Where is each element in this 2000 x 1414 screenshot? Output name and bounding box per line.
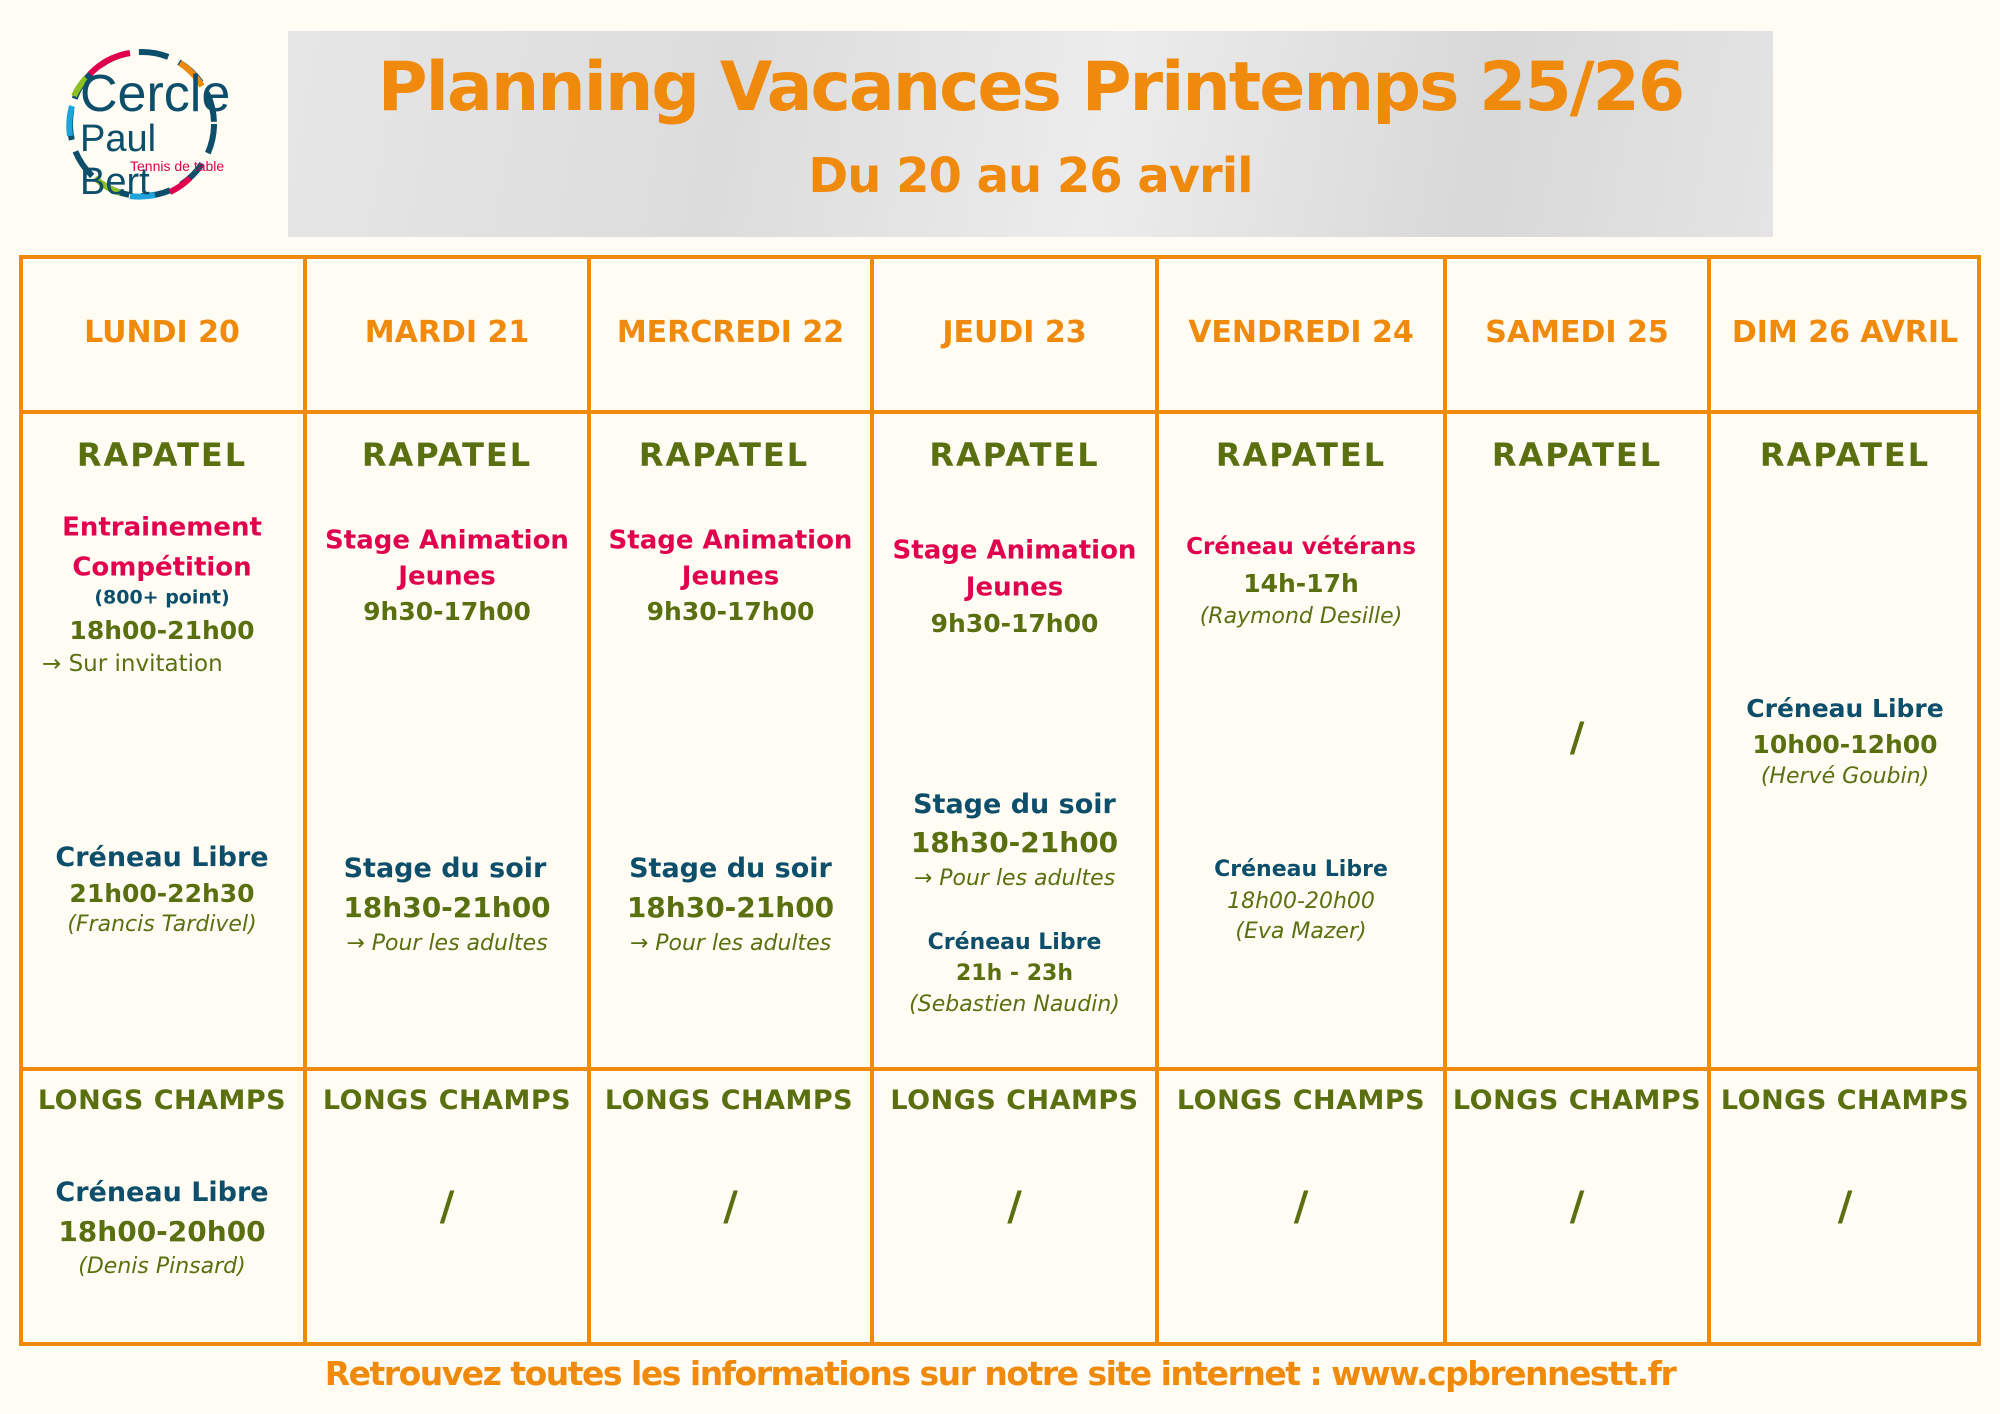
venue-label: LONGS CHAMPS (890, 1084, 1139, 1116)
day-header-samedi: SAMEDI 25 (1485, 315, 1669, 350)
session-title: Stage Animation (325, 525, 569, 556)
no-session: / (1569, 1184, 1585, 1230)
venue-label: RAPATEL (76, 435, 248, 474)
session-host: (Hervé Goubin) (1760, 763, 1930, 789)
session-host: (Eva Mazer) (1235, 918, 1367, 944)
venue-label: LONGS CHAMPS (322, 1084, 572, 1116)
divider (19, 1067, 1981, 1071)
session-note: → Pour les adultes (346, 930, 548, 956)
session-note: → Sur invitation (42, 651, 223, 678)
divider (19, 410, 1981, 414)
session-title: Créneau Libre (1746, 694, 1944, 723)
session-title: Stage Animation (892, 535, 1137, 566)
session-time: 9h30-17h00 (363, 597, 531, 626)
session-time: 18h30-21h00 (910, 826, 1119, 860)
session-time: 18h00-21h00 (69, 616, 255, 645)
page-title: Planning Vacances Printemps 25/26 (377, 48, 1684, 127)
no-session: / (1569, 715, 1585, 761)
session-time: 14h-17h (1243, 569, 1359, 598)
day-header-mardi: MARDI 21 (364, 315, 530, 350)
session-note: (800+ point) (94, 586, 230, 609)
session-title: Stage du soir (343, 852, 547, 884)
session-time: 18h00-20h00 (1227, 888, 1375, 914)
session-title: Créneau Libre (927, 929, 1102, 955)
day-header-jeudi: JEUDI 23 (942, 315, 1087, 350)
venue-label: RAPATEL (361, 435, 533, 474)
footer-website-link[interactable]: Retrouvez toutes les informations sur notre site internet : www.cpbrennestt.fr (324, 1354, 1676, 1393)
venue-label: RAPATEL (1215, 435, 1387, 474)
venue-label: LONGS CHAMPS (1452, 1084, 1702, 1116)
session-title: Créneau vétérans (1186, 534, 1416, 561)
session-title: Jeunes (965, 572, 1064, 603)
logo-cercle: Cercle (80, 65, 231, 123)
logo-tagline: Tennis de table (130, 158, 225, 174)
session-time: 21h00-22h30 (69, 879, 255, 908)
day-header-mercredi: MERCREDI 22 (616, 315, 845, 350)
club-logo (50, 46, 230, 206)
session-title: Créneau Libre (55, 841, 269, 873)
no-session: / (1293, 1184, 1309, 1230)
session-host: (Denis Pinsard) (78, 1253, 246, 1279)
session-title: Stage du soir (913, 788, 1116, 820)
venue-label: RAPATEL (1759, 435, 1931, 474)
session-note: → Pour les adultes (913, 865, 1116, 891)
no-session: / (1837, 1184, 1853, 1230)
venue-label: LONGS CHAMPS (37, 1084, 287, 1116)
session-host: (Francis Tardivel) (67, 911, 257, 937)
session-time: 18h30-21h00 (626, 891, 835, 925)
venue-label: LONGS CHAMPS (604, 1084, 854, 1116)
no-session: / (723, 1184, 738, 1230)
session-title: Créneau Libre (1214, 856, 1388, 882)
session-note: → Pour les adultes (629, 930, 832, 956)
venue-label: RAPATEL (1491, 435, 1663, 474)
logo-paul-bert: Paul Bert (80, 118, 157, 203)
session-title: Stage Animation (608, 525, 853, 556)
session-time: 9h30-17h00 (646, 597, 815, 626)
venue-label: RAPATEL (638, 435, 810, 474)
venue-label: LONGS CHAMPS (1176, 1084, 1426, 1116)
day-header-dimanche: DIM 26 AVRIL (1731, 315, 1959, 350)
session-host: (Raymond Desille) (1199, 603, 1403, 629)
page-subtitle: Du 20 au 26 avril (808, 148, 1253, 204)
session-title: Créneau Libre (55, 1176, 269, 1208)
session-time: 21h - 23h (955, 960, 1073, 986)
session-time: 10h00-12h00 (1752, 730, 1938, 759)
session-title: Jeunes (681, 561, 780, 592)
session-title: Stage du soir (629, 852, 832, 884)
no-session: / (1007, 1184, 1022, 1230)
session-title: Entrainement (62, 512, 262, 543)
session-time: 9h30-17h00 (930, 609, 1099, 638)
day-header-vendredi: VENDREDI 24 (1188, 315, 1414, 350)
session-time: 18h00-20h00 (58, 1215, 266, 1249)
venue-label: RAPATEL (929, 435, 1100, 474)
session-host: (Sebastien Naudin) (909, 991, 1120, 1017)
day-header-lundi: LUNDI 20 (84, 315, 240, 350)
session-time: 18h30-21h00 (343, 891, 551, 925)
session-title: Compétition (72, 552, 252, 583)
venue-label: LONGS CHAMPS (1720, 1084, 1970, 1116)
session-title: Jeunes (398, 561, 496, 592)
no-session: / (439, 1184, 455, 1230)
